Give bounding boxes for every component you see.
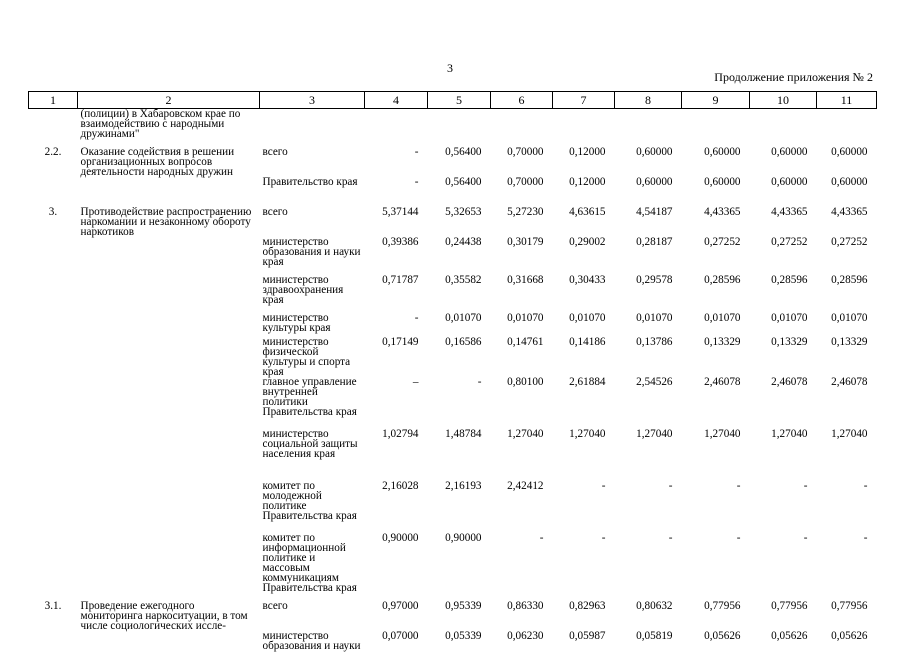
row-number: [29, 275, 78, 313]
funding-value: 0,77956: [831, 599, 868, 612]
funding-value: -: [601, 531, 606, 544]
funding-value: 2,16028: [382, 479, 419, 492]
executor: главное управление внутренней политики Правительства края: [262, 375, 357, 418]
column-header: 11: [817, 92, 877, 109]
funding-value: 0,01070: [445, 311, 482, 324]
funding-value: [615, 109, 682, 143]
table-row: [29, 429, 877, 481]
funding-value: 1,27040: [507, 427, 544, 440]
column-header: 2: [78, 92, 260, 109]
funding-value: 2,61884: [569, 375, 606, 388]
funding-value: –: [412, 375, 419, 388]
funding-value: 0,86330: [507, 599, 544, 612]
funding-value: 1,27040: [771, 427, 808, 440]
funding-value: 0,29002: [569, 235, 606, 248]
funding-value: 0,60000: [831, 175, 868, 188]
table-row: [29, 533, 877, 601]
funding-value: 0,27252: [831, 235, 868, 248]
executor: министерство образования и науки: [262, 629, 361, 652]
funding-value: 0,29578: [636, 273, 673, 286]
row-number: [29, 237, 78, 275]
column-header: 5: [428, 92, 491, 109]
funding-value: 0,05339: [445, 629, 482, 642]
activity-name: [78, 237, 260, 275]
funding-value: 0,27252: [704, 235, 741, 248]
funding-value: 0,28596: [771, 273, 808, 286]
funding-value: 1,27040: [831, 427, 868, 440]
funding-value: -: [414, 175, 419, 188]
funding-value: -: [601, 479, 606, 492]
funding-value: 0,71787: [382, 273, 419, 286]
funding-value: 0,01070: [831, 311, 868, 324]
appendix-table: [28, 91, 877, 651]
funding-value: 1,48784: [445, 427, 482, 440]
funding-value: -: [736, 531, 741, 544]
funding-value: 0,13329: [831, 335, 868, 348]
funding-value: 5,27230: [507, 205, 544, 218]
activity-name: [78, 275, 260, 313]
funding-value: 0,05626: [831, 629, 868, 642]
funding-value: -: [736, 479, 741, 492]
funding-value: 0,05626: [771, 629, 808, 642]
funding-value: 0,05819: [636, 629, 673, 642]
funding-value: 2,16193: [445, 479, 482, 492]
activity-name: (полиции) в Хабаровском крае по взаимодействию с народными дружинами": [80, 108, 241, 140]
funding-value: 0,01070: [507, 311, 544, 324]
funding-value: 0,90000: [445, 531, 482, 544]
funding-value: [817, 109, 877, 143]
funding-value: 0,13329: [704, 335, 741, 348]
funding-value: [553, 109, 615, 143]
funding-value: [750, 109, 817, 143]
column-header: 6: [491, 92, 553, 109]
row-number: 3.: [48, 205, 58, 218]
funding-value: 0,77956: [771, 599, 808, 612]
funding-value: 0,05626: [704, 629, 741, 642]
table-row: [29, 377, 877, 429]
funding-value: 4,43365: [831, 205, 868, 218]
table-row: [29, 601, 877, 631]
funding-value: 0,60000: [704, 145, 741, 158]
activity-name: [78, 313, 260, 337]
executor: министерство здравоохранения края: [262, 273, 344, 306]
funding-value: 0,90000: [382, 531, 419, 544]
header-row: [29, 92, 877, 109]
funding-value: 4,43365: [771, 205, 808, 218]
executor: [260, 109, 365, 143]
executor: комитет по информационной политике и массовым коммуникациям Правительства края: [262, 531, 357, 594]
funding-value: [365, 109, 428, 143]
funding-value: 4,43365: [704, 205, 741, 218]
funding-value: 5,32653: [445, 205, 482, 218]
funding-value: 0,56400: [445, 175, 482, 188]
table-row: [29, 177, 877, 201]
column-header: 8: [615, 92, 682, 109]
table-row: [29, 631, 877, 651]
executor: всего: [262, 145, 288, 158]
funding-value: 4,63615: [569, 205, 606, 218]
funding-value: -: [803, 531, 808, 544]
activity-name: [78, 377, 260, 429]
activity-name: Противодействие распространению наркомании и незаконному обороту наркотиков: [80, 205, 252, 238]
column-header: 7: [553, 92, 615, 109]
row-number: [29, 313, 78, 337]
row-number: [29, 377, 78, 429]
funding-value: 0,17149: [382, 335, 419, 348]
activity-name: [78, 337, 260, 377]
funding-value: 0,97000: [382, 599, 419, 612]
funding-value: -: [668, 531, 673, 544]
funding-value: -: [477, 375, 482, 388]
funding-value: [491, 109, 553, 143]
funding-value: -: [668, 479, 673, 492]
executor: всего: [262, 205, 288, 218]
funding-value: 2,54526: [636, 375, 673, 388]
funding-value: 0,70000: [507, 175, 544, 188]
funding-value: 0,24438: [445, 235, 482, 248]
executor: министерство культуры края: [262, 311, 331, 334]
executor: комитет по молодежной политике Правительства края: [262, 479, 357, 522]
activity-name: Оказание содействия в решении организационных вопросов деятельности народных дружин: [80, 145, 235, 178]
funding-value: 0,01070: [636, 311, 673, 324]
funding-value: 2,46078: [831, 375, 868, 388]
funding-value: 0,31668: [507, 273, 544, 286]
table-row: [29, 481, 877, 533]
funding-value: -: [803, 479, 808, 492]
funding-value: -: [863, 531, 868, 544]
funding-value: 0,60000: [704, 175, 741, 188]
table-row: [29, 337, 877, 377]
row-number: [29, 177, 78, 201]
funding-value: 0,28187: [636, 235, 673, 248]
table-row: [29, 109, 877, 143]
funding-value: 0,60000: [771, 145, 808, 158]
funding-value: 1,27040: [569, 427, 606, 440]
funding-value: 0,14186: [569, 335, 606, 348]
funding-value: 0,56400: [445, 145, 482, 158]
funding-value: 0,16586: [445, 335, 482, 348]
funding-value: [428, 109, 491, 143]
table-row: [29, 275, 877, 313]
column-header: 9: [682, 92, 750, 109]
funding-value: 0,60000: [771, 175, 808, 188]
executor: министерство образования и науки края: [262, 235, 361, 268]
row-number: [29, 337, 78, 377]
funding-value: 0,12000: [569, 175, 606, 188]
funding-value: 0,35582: [445, 273, 482, 286]
row-number: [29, 631, 78, 651]
funding-value: 2,46078: [771, 375, 808, 388]
executor: министерство социальной защиты населения края: [262, 427, 358, 460]
column-header: 1: [29, 92, 78, 109]
funding-value: 0,70000: [507, 145, 544, 158]
activity-name: [78, 631, 260, 651]
funding-value: 2,46078: [704, 375, 741, 388]
funding-value: -: [863, 479, 868, 492]
table-row: [29, 147, 877, 177]
funding-value: -: [414, 311, 419, 324]
funding-value: 0,27252: [771, 235, 808, 248]
row-number: [29, 429, 78, 481]
funding-value: 1,02794: [382, 427, 419, 440]
table-row: [29, 237, 877, 275]
executor: всего: [262, 599, 288, 612]
row-number: [29, 109, 78, 143]
funding-value: 0,80100: [507, 375, 544, 388]
table-row: [29, 207, 877, 237]
column-header: 3: [260, 92, 365, 109]
funding-value: 0,82963: [569, 599, 606, 612]
funding-value: 0,95339: [445, 599, 482, 612]
row-number: 3.1.: [44, 599, 62, 612]
table-body: [29, 109, 877, 651]
funding-value: 0,80632: [636, 599, 673, 612]
funding-value: 1,27040: [636, 427, 673, 440]
funding-value: 0,30433: [569, 273, 606, 286]
funding-value: 0,28596: [831, 273, 868, 286]
funding-value: 0,01070: [704, 311, 741, 324]
funding-value: 0,60000: [636, 175, 673, 188]
column-header: 10: [750, 92, 817, 109]
executor: Правительство края: [262, 175, 358, 188]
row-number: [29, 533, 78, 601]
executor: министерство физической культуры и спорта края: [262, 335, 351, 378]
activity-name: [78, 177, 260, 201]
row-number: 2.2.: [44, 145, 62, 158]
page-number: 3: [447, 61, 453, 75]
funding-value: 0,01070: [771, 311, 808, 324]
activity-name: [78, 481, 260, 533]
funding-value: 4,54187: [636, 205, 673, 218]
funding-value: 0,60000: [831, 145, 868, 158]
row-number: [29, 481, 78, 533]
funding-value: 0,01070: [569, 311, 606, 324]
funding-value: 5,37144: [382, 205, 419, 218]
continuation-title: Продолжение приложения № 2: [714, 70, 873, 84]
funding-value: 2,42412: [507, 479, 544, 492]
funding-value: 0,07000: [382, 629, 419, 642]
funding-value: -: [539, 531, 544, 544]
funding-value: 0,28596: [704, 273, 741, 286]
funding-value: [682, 109, 750, 143]
activity-name: [78, 533, 260, 601]
funding-value: 0,13329: [771, 335, 808, 348]
funding-value: 0,77956: [704, 599, 741, 612]
funding-value: 0,39386: [382, 235, 419, 248]
activity-name: Проведение ежегодного мониторинга наркоситуации, в том числе социологических иссле-: [80, 599, 248, 632]
funding-value: 0,06230: [507, 629, 544, 642]
column-header: 4: [365, 92, 428, 109]
activity-name: [78, 429, 260, 481]
funding-value: 0,60000: [636, 145, 673, 158]
funding-value: 0,05987: [569, 629, 606, 642]
funding-value: 0,13786: [636, 335, 673, 348]
funding-value: 0,12000: [569, 145, 606, 158]
funding-value: 0,14761: [507, 335, 544, 348]
table-row: [29, 313, 877, 337]
funding-value: 1,27040: [704, 427, 741, 440]
funding-value: 0,30179: [507, 235, 544, 248]
funding-value: -: [414, 145, 419, 158]
